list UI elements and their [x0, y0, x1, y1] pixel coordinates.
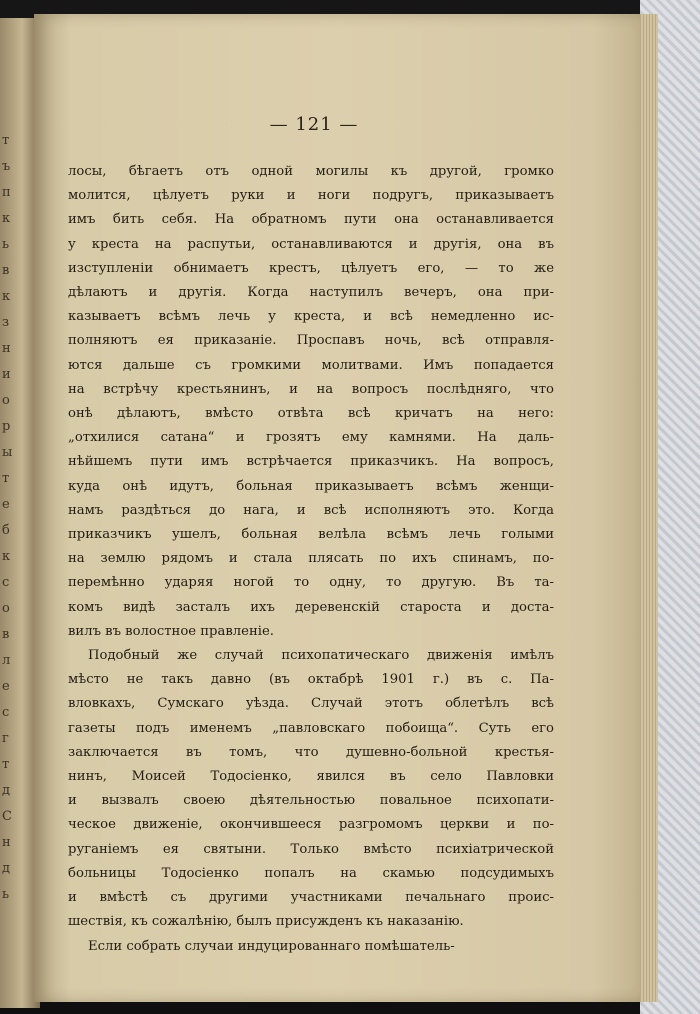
- text-line: Подобный же случай психопатическаго движенія имѣлъ: [88, 648, 554, 664]
- text-line: изступленіи обнимаетъ крестъ, цѣлуетъ его, — то же: [68, 260, 554, 276]
- text-line: казываетъ всѣмъ лечь у креста, и всѣ немедленно ис-: [68, 309, 554, 325]
- book-page: [34, 14, 640, 1002]
- text-line: молится, цѣлуетъ руки и ноги подругъ, приказываетъ: [68, 188, 554, 204]
- text-line: заключается въ томъ, что душевно-больной крестья-: [68, 744, 554, 760]
- text-line: куда онѣ идутъ, больная приказываетъ всѣмъ женщи-: [68, 478, 554, 494]
- text-line: газеты подъ именемъ „павловскаго побоища“. Суть его: [68, 720, 554, 736]
- text-line: вилъ въ волостное правленіе.: [68, 623, 274, 639]
- text-line: дѣлаютъ и другія. Когда наступилъ вечеръ, она при-: [68, 285, 554, 301]
- text-line: намъ раздѣться до нага, и всѣ исполняютъ это. Когда: [68, 502, 554, 518]
- text-line: лосы, бѣгаетъ отъ одной могилы къ другой, громко: [68, 164, 554, 179]
- text-line: имъ бить себя. На обратномъ пути она останавливается: [68, 212, 554, 228]
- text-line: на встрѣчу крестьянинъ, и на вопросъ послѣдняго, что: [68, 381, 554, 397]
- text-line: перемѣнно ударяя ногой то одну, то другую. Въ та-: [68, 575, 554, 591]
- text-line: мѣсто не такъ давно (въ октабрѣ 1901 г.) въ с. Па-: [68, 672, 554, 688]
- text-line: нѣйшемъ пути имъ встрѣчается приказчикъ. На вопросъ,: [68, 454, 554, 470]
- left-page-text-fragments: т ъ п к ь в к з н и о р ы т е б к с о в л е с г т д С н д ь: [2, 133, 13, 902]
- text-line: у креста на распутьи, останавливаются и другія, она въ: [68, 236, 554, 252]
- text-line: шествія, къ сожалѣнію, былъ присужденъ къ наказанію.: [68, 914, 464, 930]
- text-line: больницы Тодосіенко попалъ на скамью подсудимыхъ: [68, 865, 554, 881]
- text-line: приказчикъ ушелъ, больная велѣла всѣмъ лечь голыми: [68, 527, 554, 543]
- text-line: и вызвалъ своею дѣятельностью повальное психопати-: [68, 793, 554, 809]
- page-number: — 121 —: [269, 114, 359, 135]
- text-line: „отхилися сатана“ и грозятъ ему камнями. На даль-: [68, 430, 554, 446]
- text-line: нинъ, Моисей Тодосіенко, явился въ село Павловки: [68, 769, 554, 785]
- text-line: и вмѣстѣ съ другими участниками печальнаго проис-: [68, 890, 554, 906]
- text-line: вловкахъ, Сумскаго уѣзда. Случай этотъ облетѣлъ всѣ: [68, 696, 554, 712]
- text-line: ются дальше съ громкими молитвами. Имъ попадается: [68, 357, 554, 373]
- text-line: онѣ дѣлаютъ, вмѣсто отвѣта всѣ кричатъ на него:: [68, 406, 554, 422]
- body-text: [68, 160, 554, 959]
- text-line: руганіемъ ея святыни. Только вмѣсто психіатрической: [68, 841, 554, 857]
- text-line: комъ видѣ засталъ ихъ деревенскій староста и доста-: [68, 599, 554, 615]
- text-line: на землю рядомъ и стала плясать по ихъ спинамъ, по-: [68, 551, 554, 567]
- text-line: ческое движеніе, окончившееся разгромомъ церкви и по-: [68, 817, 554, 833]
- text-line: Если собрать случаи индуцированнаго помѣшатель-: [88, 938, 455, 954]
- text-line: полняютъ ея приказаніе. Проспавъ ночь, всѣ отправля-: [68, 333, 554, 349]
